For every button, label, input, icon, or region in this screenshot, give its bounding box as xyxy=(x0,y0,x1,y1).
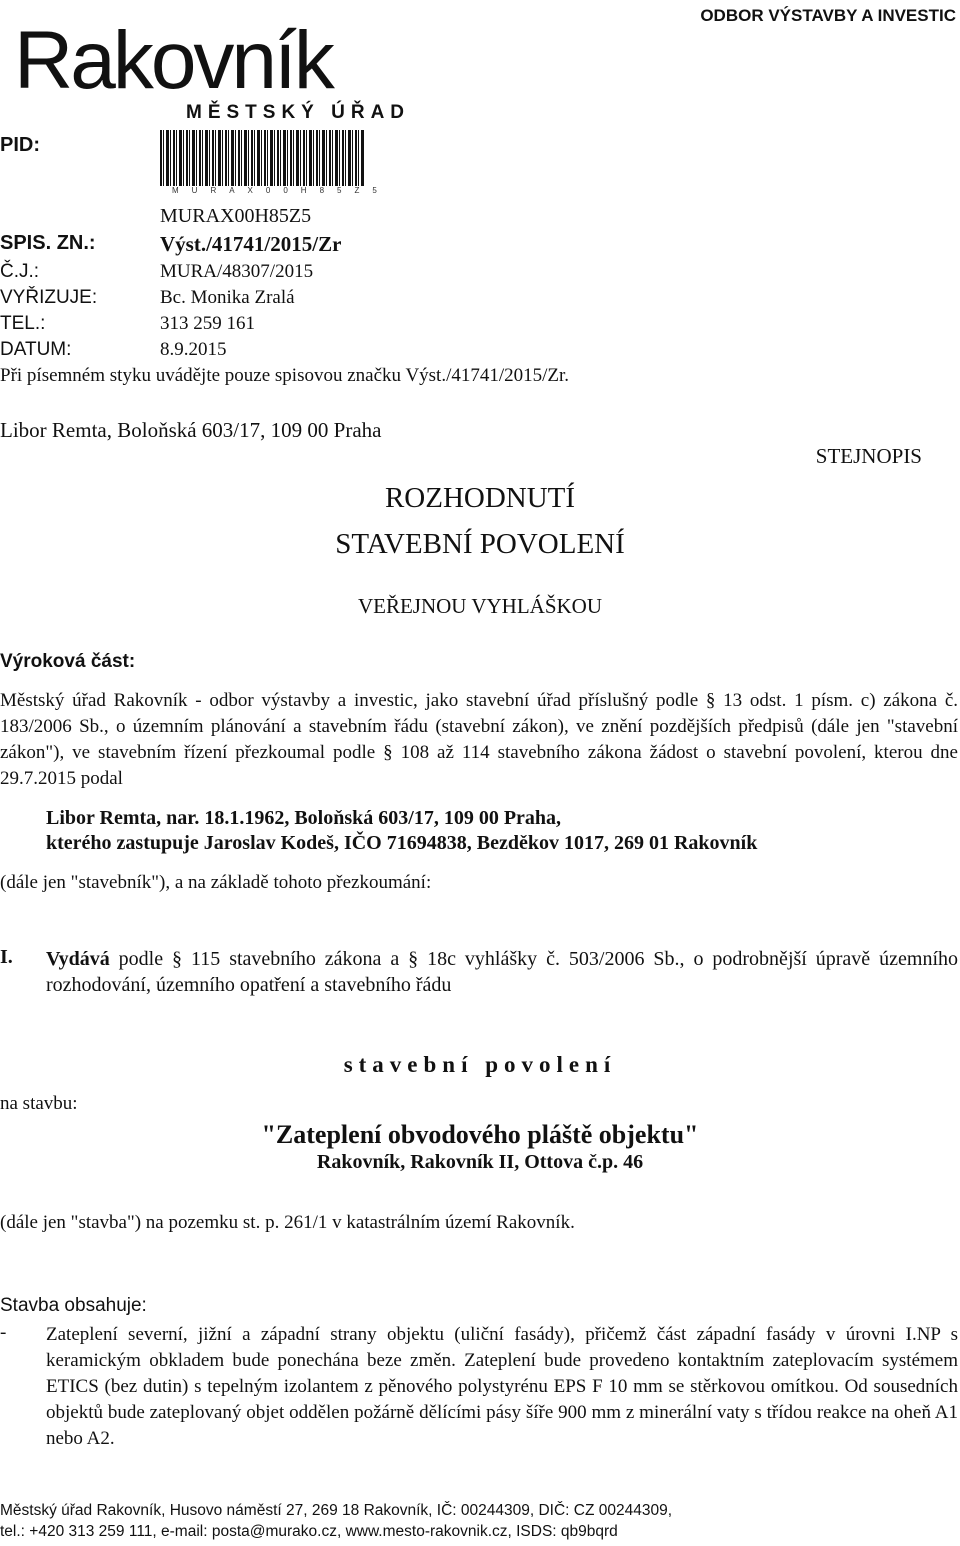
applicant-line1: Libor Remta, nar. 18.1.1962, Boloňská 603/17, 109 00 Praha, xyxy=(46,807,562,829)
barcode-caption: MURAX00H85Z5 xyxy=(172,186,390,195)
addressee: Libor Remta, Boloňská 603/17, 109 00 Praha xyxy=(0,418,382,442)
page-title: ROZHODNUTÍ xyxy=(384,482,576,514)
publication-form: VEŘEJNOU VYHLÁŠKOU xyxy=(357,594,603,618)
pid-label: PID: xyxy=(0,134,40,156)
cj-label: Č.J.: xyxy=(0,261,40,282)
decision-paragraph xyxy=(46,946,958,998)
contents-bullet: - xyxy=(0,1322,7,1343)
department-name: ODBOR VÝSTAVBY A INVESTIC xyxy=(700,6,956,25)
reference-notice: Při písemném styku uvádějte pouze spisovou značku Výst./41741/2015/Zr. xyxy=(0,365,570,386)
project-name: "Zateplení obvodového pláště objektu" xyxy=(261,1120,699,1149)
cj-value: MURA/48307/2015 xyxy=(160,261,314,282)
logo-wordmark: Rakovník xyxy=(14,15,332,106)
tel-value: 313 259 161 xyxy=(160,313,255,334)
section-heading-vyrokova: Výroková část: xyxy=(0,651,136,672)
spis-value: Výst./41741/2015/Zr xyxy=(160,232,342,256)
intro-paragraph: Městský úřad Rakovník - odbor výstavby a investic, jako stavební úřad příslušný podle § 13 odst. 1 písm. c) zákona č. 183/2006 Sb., o územním plánování a stavebním řádu (stavební zákon), ve znění pozdějších předpisů (dále jen "stavební zákon"), ve stavebním řízení přezkoumal podle § 108 až 114 stavebního zákona žádost o stavební povolení, kterou dne 29.7.2015 podal xyxy=(0,690,958,789)
decision-verb: Vydává xyxy=(46,948,110,970)
decision-text: podle § 115 stavebního zákona a § 18c vyhlášky č. 503/2006 Sb., o podrobnější úpravě územního rozhodování, územního opatření a stavebního řádu xyxy=(46,948,958,996)
project-location: Rakovník, Rakovník II, Ottova č.p. 46 xyxy=(316,1151,644,1173)
footer-line2: tel.: +420 313 259 111, e-mail: posta@murako.cz, www.mesto-rakovnik.cz, ISDS: qb9bqrd xyxy=(0,1523,618,1540)
contents-text: Zateplení severní, jižní a západní strany objektu (uliční fasády), přičemž část západní fasády v úrovni I.NP s keramickým obkladem bude ponechána beze změn. Zateplení bude provedeno kontaktním zateplovacím systémem ETICS (bez dutin) s tepelným izolantem z pěnového polystyrénu EPS F 10 mm se stěrkovou omítkou. Od sousedních objektů bude zateplovaný objet oddělen požárně dělícími pásy šíře 900 mm z minerální vaty s třídou reakce na oheň A1 nebo A2. xyxy=(46,1324,958,1449)
barcode-icon xyxy=(160,130,364,186)
na-stavbu-label: na stavbu: xyxy=(0,1093,78,1114)
applicant-note: (dále jen "stavebník"), a na základě tohoto přezkoumání: xyxy=(0,872,432,893)
spis-label: SPIS. ZN.: xyxy=(0,232,96,254)
vyrizuje-label: VYŘIZUJE: xyxy=(0,287,98,308)
logo-subtitle: MĚSTSKÝ ÚŘAD xyxy=(186,102,411,123)
pid-value: MURAX00H85Z5 xyxy=(160,205,312,227)
permit-heading: stavební povolení xyxy=(343,1052,617,1077)
plot-note: (dále jen "stavba") na pozemku st. p. 261/1 v katastrálním území Rakovník. xyxy=(0,1212,575,1233)
page-subtitle: STAVEBNÍ POVOLENÍ xyxy=(335,528,625,560)
datum-value: 8.9.2015 xyxy=(160,339,227,360)
stejnopis-mark: STEJNOPIS xyxy=(815,444,922,468)
applicant-line2: kterého zastupuje Jaroslav Kodeš, IČO 71694838, Bezděkov 1017, 269 01 Rakovník xyxy=(46,832,758,854)
datum-label: DATUM: xyxy=(0,339,72,360)
tel-label: TEL.: xyxy=(0,313,46,334)
footer-line1: Městský úřad Rakovník, Husovo náměstí 27, 269 18 Rakovník, IČ: 00244309, DIČ: CZ 00244309, xyxy=(0,1502,673,1519)
contents-heading: Stavba obsahuje: xyxy=(0,1295,147,1316)
vyrizuje-value: Bc. Monika Zralá xyxy=(160,287,295,308)
decision-numeral: I. xyxy=(0,946,13,968)
